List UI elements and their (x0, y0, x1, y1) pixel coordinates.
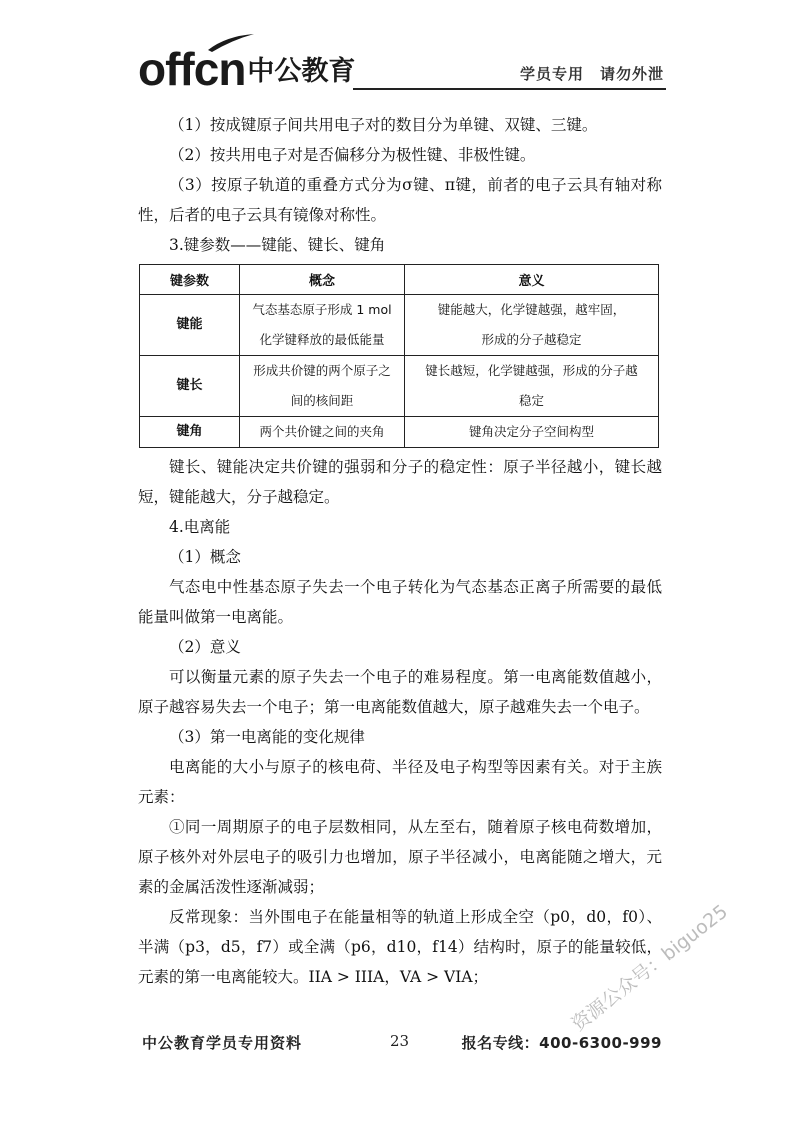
table-row (140, 295, 659, 356)
table-cell-param: 键能 (140, 295, 240, 356)
page-footer (142, 1032, 662, 1052)
table-cell-concept (240, 356, 405, 417)
footer-hotline: 报名专线：400-6300-999 (461, 1034, 662, 1052)
cell-line: 形成的分子越稳定 (481, 332, 582, 347)
header-rule (353, 88, 666, 90)
cell-line: 气态基态原子形成 1 mol (252, 302, 392, 317)
subsection-heading: （2）意义 (169, 638, 241, 656)
paragraph: ①同一周期原子的电子层数相同，从左至右，随着原子核电荷数增加，原子核外对外层电子的吸引力也增加，原子半径减小，电离能随之增大，元素的金属活泼性逐渐减弱； (138, 818, 662, 896)
cell-line: 间的核间距 (290, 393, 354, 408)
table-header-row (140, 265, 659, 295)
table-cell-concept (240, 295, 405, 356)
cell-line: 键长越短，化学键越强，形成的分子越 (425, 363, 638, 378)
table-row (140, 356, 659, 417)
cell-line: 形成共价键的两个原子之 (253, 363, 391, 378)
cell-line: 化学键释放的最低能量 (259, 332, 385, 347)
table-header-cell: 意义 (405, 265, 659, 295)
cell-line: 键能越大，化学键越强，越牢固， (437, 302, 626, 317)
table-cell-meaning (405, 417, 659, 448)
paragraph: （2）按共用电子对是否偏移分为极性键、非极性键。 (169, 146, 536, 164)
logo-latin-text: offcn (138, 43, 246, 95)
paragraph: 电离能的大小与原子的核电荷、半径及电子构型等因素有关。对于主族元素： (138, 758, 662, 806)
subsection-heading: （1）概念 (169, 548, 241, 566)
table-cell-meaning (405, 295, 659, 356)
table-header-cell: 键参数 (140, 265, 240, 295)
offcn-logo (138, 43, 356, 95)
page-number: 23 (390, 1032, 410, 1050)
paragraph: 气态电中性基态原子失去一个电子转化为气态基态正离子所需要的最低能量叫做第一电离能。 (138, 578, 662, 626)
table-row (140, 417, 659, 448)
table-header-cell: 概念 (240, 265, 405, 295)
paragraph: 反常现象：当外围电子在能量相等的轨道上形成全空（p0，d0，f0）、半满（p3，d5，f7）或全满（p6，d10，f14）结构时，原子的能量较低，元素的第一电离能较大。IIA > IIIA，VA > VIA； (138, 908, 662, 986)
paragraph: 可以衡量元素的原子失去一个电子的难易程度。第一电离能数值越小，原子越容易失去一个电子；第一电离能数值越大，原子越难失去一个电子。 (138, 668, 662, 716)
cell-line: 两个共价键之间的夹角 (259, 424, 385, 439)
page-content (138, 110, 662, 992)
table-cell-concept (240, 417, 405, 448)
subsection-heading: （3）第一电离能的变化规律 (169, 728, 365, 746)
page-header (138, 40, 666, 96)
paragraph: 键长、键能决定共价键的强弱和分子的稳定性：原子半径越小，键长越短，键能越大，分子越稳定。 (138, 458, 662, 506)
table-cell-meaning (405, 356, 659, 417)
paragraph: （1）按成键原子间共用电子对的数目分为单键、双键、三键。 (169, 116, 598, 134)
table-cell-param: 键角 (140, 417, 240, 448)
footer-left: 中公教育学员专用资料 (142, 1034, 303, 1052)
paragraph: （3）按原子轨道的重叠方式分为σ键、π键，前者的电子云具有轴对称性，后者的电子云具有镜像对称性。 (138, 176, 662, 224)
logo-cn-text: 中公教育 (247, 56, 356, 87)
header-note: 学员专用 请勿外泄 (519, 65, 664, 83)
cell-line: 键角决定分子空间构型 (468, 424, 594, 439)
table-cell-param: 键长 (140, 356, 240, 417)
watermark: 资源公众号：biguo25 (567, 900, 732, 1036)
section-heading: 4.电离能 (169, 518, 231, 536)
cell-line: 稳定 (518, 393, 544, 408)
section-heading: 3.键参数——键能、键长、键角 (169, 236, 386, 254)
bond-parameter-table (139, 264, 659, 448)
